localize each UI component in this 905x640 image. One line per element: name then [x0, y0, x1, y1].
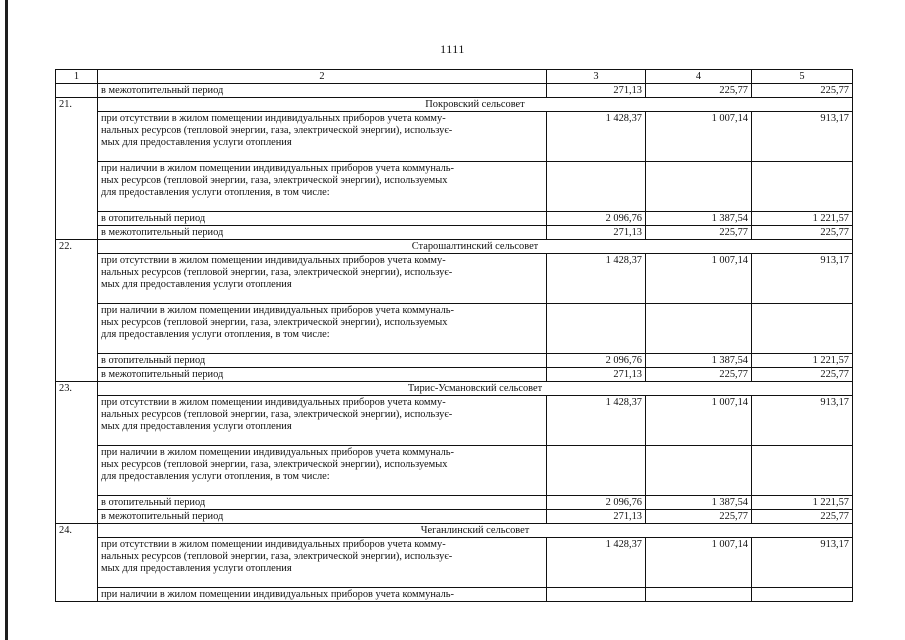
- value-col5: 1 221,57: [752, 354, 853, 368]
- value-col3: 1 428,37: [547, 396, 646, 446]
- value-col3: 1 428,37: [547, 538, 646, 588]
- row-label: [98, 446, 547, 496]
- section-header-row: [56, 524, 853, 538]
- no-meter-row: [56, 254, 853, 304]
- text-line: при наличии в жилом помещении индивидуальных приборов учета коммуналь-: [101, 589, 454, 600]
- value-col4: 225,77: [646, 226, 752, 240]
- value-col5: 225,77: [752, 84, 853, 98]
- scan-left-edge: [5, 0, 8, 640]
- no-meter-row: [56, 112, 853, 162]
- value-col5: 913,17: [752, 538, 853, 588]
- section-index: 23.: [56, 382, 98, 524]
- section-index: 24.: [56, 524, 98, 602]
- non-heating-period-row: [56, 510, 853, 524]
- value-col3: 1 428,37: [547, 254, 646, 304]
- text-line: нальных ресурсов (тепловой энергии, газа, электрической энергии), использує-: [101, 267, 453, 278]
- value-col5: 913,17: [752, 112, 853, 162]
- value-col4: 1 387,54: [646, 212, 752, 226]
- value-col4: 1 007,14: [646, 396, 752, 446]
- tariff-table: [55, 69, 853, 602]
- value-col4: 225,77: [646, 368, 752, 382]
- text-line: при наличии в жилом помещении индивидуальных приборов учета коммуналь-: [101, 305, 454, 316]
- text-line: при отсутствии в жилом помещении индивидуальных приборов учета комму-: [101, 113, 446, 124]
- value-col4: 1 007,14: [646, 538, 752, 588]
- text-line: при отсутствии в жилом помещении индивидуальных приборов учета комму-: [101, 539, 446, 550]
- value-col4: [646, 588, 752, 602]
- value-col5: 225,77: [752, 226, 853, 240]
- value-col5: 913,17: [752, 396, 853, 446]
- row-index-cell: [56, 84, 98, 98]
- value-col3: 2 096,76: [547, 212, 646, 226]
- value-col5: 1 221,57: [752, 212, 853, 226]
- text-line: при наличии в жилом помещении индивидуальных приборов учета коммуналь-: [101, 447, 454, 458]
- value-col5: 1 221,57: [752, 496, 853, 510]
- value-col4: 1 387,54: [646, 354, 752, 368]
- value-col3: [547, 304, 646, 354]
- value-col4: 1 007,14: [646, 112, 752, 162]
- row-label: [98, 396, 547, 446]
- section-header-row: [56, 382, 853, 396]
- no-meter-row: [56, 396, 853, 446]
- section-header-row: [56, 240, 853, 254]
- text-line: мых для предоставления услуги отопления: [101, 279, 292, 290]
- value-col5: 225,77: [752, 368, 853, 382]
- row-label: в межотопительный период: [98, 368, 547, 382]
- value-col3: 1 428,37: [547, 112, 646, 162]
- row-label: [98, 538, 547, 588]
- heating-period-row: [56, 496, 853, 510]
- text-line: при отсутствии в жилом помещении индивидуальных приборов учета комму-: [101, 255, 446, 266]
- section-name: Чеганлинский сельсовет: [98, 524, 853, 538]
- value-col4: [646, 304, 752, 354]
- non-heating-period-row: [56, 226, 853, 240]
- column-header-5: 5: [752, 70, 853, 84]
- section-header-row: [56, 98, 853, 112]
- text-line: нальных ресурсов (тепловой энергии, газа, электрической энергии), использує-: [101, 551, 453, 562]
- value-col3: 2 096,76: [547, 354, 646, 368]
- text-line: мых для предоставления услуги отопления: [101, 421, 292, 432]
- value-col5: [752, 162, 853, 212]
- heating-period-row: [56, 354, 853, 368]
- text-line: мых для предоставления услуги отопления: [101, 137, 292, 148]
- value-col4: 225,77: [646, 510, 752, 524]
- value-col4: [646, 446, 752, 496]
- row-label: в отопительный период: [98, 496, 547, 510]
- text-line: при отсутствии в жилом помещении индивидуальных приборов учета комму-: [101, 397, 446, 408]
- value-col5: [752, 588, 853, 602]
- row-label: [98, 304, 547, 354]
- row-label: [98, 254, 547, 304]
- value-col4: 1 007,14: [646, 254, 752, 304]
- value-col3: 271,13: [547, 510, 646, 524]
- column-header-4: 4: [646, 70, 752, 84]
- with-meter-row: [56, 162, 853, 212]
- heating-period-row: [56, 212, 853, 226]
- row-label: в межотопительный период: [98, 510, 547, 524]
- column-header-2: 2: [98, 70, 547, 84]
- no-meter-row: [56, 538, 853, 588]
- text-line: ных ресурсов (тепловой энергии, газа, электрической энергии), используемых: [101, 175, 448, 186]
- value-col5: [752, 446, 853, 496]
- section-name: Покровский сельсовет: [98, 98, 853, 112]
- text-line: нальных ресурсов (тепловой энергии, газа, электрической энергии), использує-: [101, 125, 453, 136]
- page-number: 1111: [440, 42, 465, 56]
- section-name: Старошалтинский сельсовет: [98, 240, 853, 254]
- value-col3: 271,13: [547, 368, 646, 382]
- row-label: [98, 588, 547, 602]
- text-line: для предоставления услуги отопления, в том числе:: [101, 187, 330, 198]
- text-line: для предоставления услуги отопления, в том числе:: [101, 329, 330, 340]
- value-col3: 2 096,76: [547, 496, 646, 510]
- value-col5: [752, 304, 853, 354]
- value-col3: 271,13: [547, 226, 646, 240]
- value-col3: [547, 162, 646, 212]
- row-label: [98, 162, 547, 212]
- row-label: [98, 112, 547, 162]
- text-line: ных ресурсов (тепловой энергии, газа, электрической энергии), используемых: [101, 317, 448, 328]
- section-name: Тирис-Усмановский сельсовет: [98, 382, 853, 396]
- text-line: для предоставления услуги отопления, в том числе:: [101, 471, 330, 482]
- row-label: в межотопительный период: [98, 84, 547, 98]
- column-header-3: 3: [547, 70, 646, 84]
- value-col5: 225,77: [752, 510, 853, 524]
- with-meter-row: [56, 304, 853, 354]
- value-col3: [547, 588, 646, 602]
- text-line: мых для предоставления услуги отопления: [101, 563, 292, 574]
- tariff-table-body: [56, 70, 853, 602]
- text-line: при наличии в жилом помещении индивидуальных приборов учета коммуналь-: [101, 163, 454, 174]
- section-index: 21.: [56, 98, 98, 240]
- value-col3: 271,13: [547, 84, 646, 98]
- row-label: в отопительный период: [98, 212, 547, 226]
- row-label: в межотопительный период: [98, 226, 547, 240]
- row-label: в отопительный период: [98, 354, 547, 368]
- value-col4: 225,77: [646, 84, 752, 98]
- column-header-1: 1: [56, 70, 98, 84]
- value-col5: 913,17: [752, 254, 853, 304]
- value-col4: 1 387,54: [646, 496, 752, 510]
- with-meter-row: [56, 446, 853, 496]
- with-meter-row: [56, 588, 853, 602]
- text-line: ных ресурсов (тепловой энергии, газа, электрической энергии), используемых: [101, 459, 448, 470]
- continuation-row: [56, 84, 853, 98]
- section-index: 22.: [56, 240, 98, 382]
- value-col3: [547, 446, 646, 496]
- column-number-row: [56, 70, 853, 84]
- value-col4: [646, 162, 752, 212]
- non-heating-period-row: [56, 368, 853, 382]
- text-line: нальных ресурсов (тепловой энергии, газа, электрической энергии), использує-: [101, 409, 453, 420]
